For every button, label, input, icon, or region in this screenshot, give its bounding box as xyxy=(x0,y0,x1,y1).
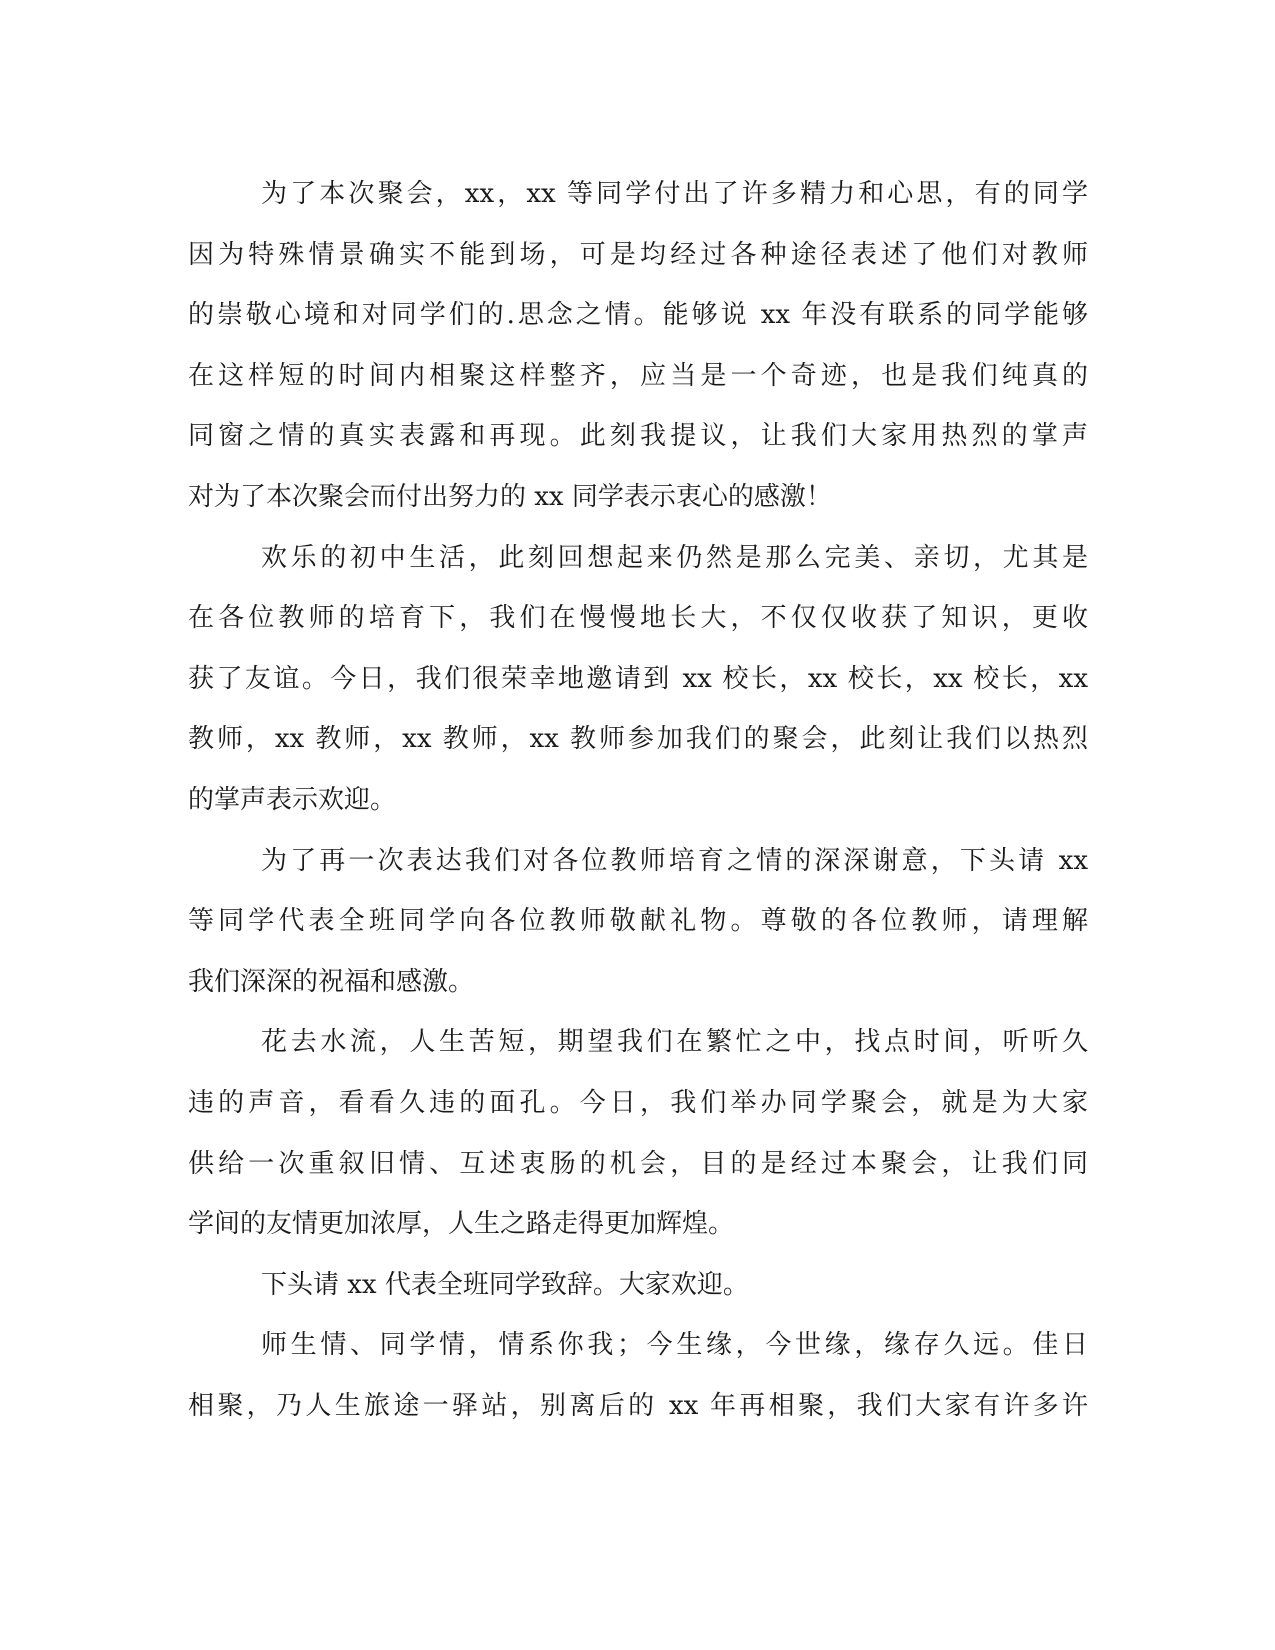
text-line: 在这样短的时间内相聚这样整齐，应当是一个奇迹，也是我们纯真的 xyxy=(188,360,1088,391)
paragraph-5 xyxy=(188,1255,1088,1316)
paragraph-3 xyxy=(188,831,1088,1013)
text-line: 为了本次聚会，xx，xx 等同学付出了许多精力和心思，有的同学 xyxy=(261,179,1088,209)
text-line: 对为了本次聚会而付出努力的 xx 同学表示衷心的感激！ xyxy=(188,481,832,512)
text-line: 师生情、同学情，情系你我；今生缘，今世缘，缘存久远。佳日 xyxy=(261,1330,1088,1361)
text-line: 同窗之情的真实表露和再现。此刻我提议，让我们大家用热烈的掌声 xyxy=(188,421,1088,452)
text-line: 的掌声表示欢迎。 xyxy=(188,784,397,815)
paragraph-1 xyxy=(188,164,1088,528)
text-line: 违的声音，看看久违的面孔。今日，我们举办同学聚会，就是为大家 xyxy=(188,1087,1088,1118)
text-line: 获了友谊。今日，我们很荣幸地邀请到 xx 校长，xx 校长，xx 校长，xx xyxy=(188,663,1088,694)
text-line: 欢乐的初中生活，此刻回想起来仍然是那么完美、亲切，尤其是 xyxy=(261,542,1088,573)
text-line: 的崇敬心境和对同学们的.思念之情。能够说 xx 年没有联系的同学能够 xyxy=(188,300,1088,331)
text-line: 在各位教师的培育下，我们在慢慢地长大，不仅仅收获了知识，更收 xyxy=(188,603,1088,634)
text-line: 教师，xx 教师，xx 教师，xx 教师参加我们的聚会，此刻让我们以热烈 xyxy=(188,724,1088,755)
text-line: 因为特殊情景确实不能到场，可是均经过各种途径表述了他们对教师 xyxy=(188,239,1088,270)
text-line: 学间的友情更加浓厚，人生之路走得更加辉煌。 xyxy=(188,1209,735,1240)
paragraph-2 xyxy=(188,528,1088,831)
text-line: 下头请 xx 代表全班同学致辞。大家欢迎。 xyxy=(261,1269,749,1300)
text-line: 为了再一次表达我们对各位教师培育之情的深深谢意，下头请 xx xyxy=(261,845,1088,876)
text-line: 等同学代表全班同学向各位教师敬献礼物。尊敬的各位教师，请理解 xyxy=(188,906,1088,937)
document-body xyxy=(188,164,1088,1436)
text-line: 相聚，乃人生旅途一驿站，别离后的 xx 年再相聚，我们大家有许多许 xyxy=(188,1390,1088,1421)
text-line: 供给一次重叙旧情、互述衷肠的机会，目的是经过本聚会，让我们同 xyxy=(188,1148,1088,1179)
text-line: 我们深深的祝福和感激。 xyxy=(188,966,475,997)
paragraph-4 xyxy=(188,1012,1088,1254)
text-line: 花去水流，人生苦短，期望我们在繁忙之中，找点时间，听听久 xyxy=(261,1027,1088,1058)
paragraph-6 xyxy=(188,1315,1088,1436)
